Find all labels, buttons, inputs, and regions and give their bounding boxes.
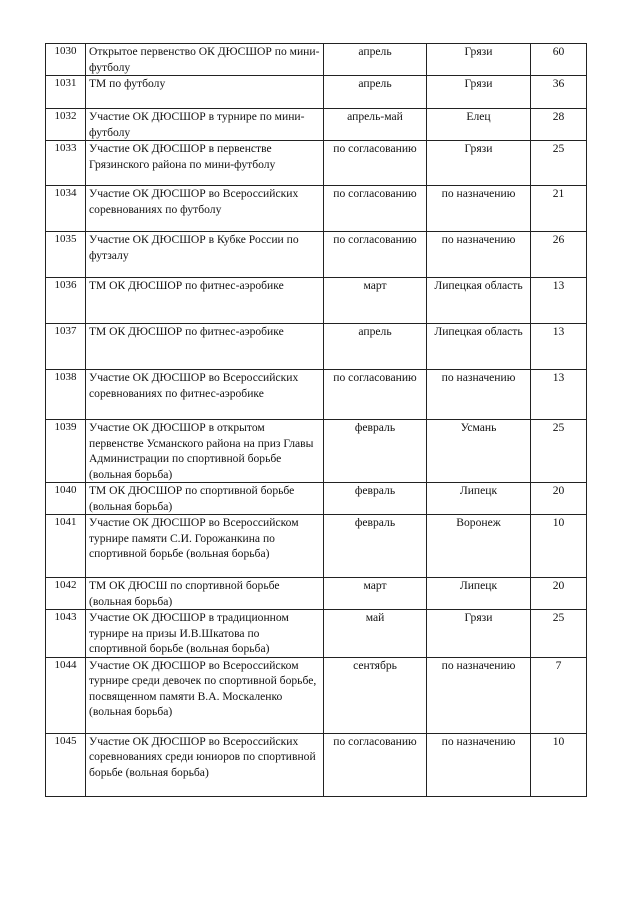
event-name: Участие ОК ДЮСШОР в первенстве Грязинского района по мини-футболу: [86, 141, 324, 186]
event-date: апрель: [324, 44, 427, 76]
row-number: 1042: [46, 578, 86, 610]
event-place: по назначению: [427, 657, 531, 733]
event-date: сентябрь: [324, 657, 427, 733]
row-number: 1041: [46, 515, 86, 578]
row-number: 1043: [46, 610, 86, 658]
event-name: Участие ОК ДЮСШОР во Всероссийском турнире памяти С.И. Горожанкина по спортивной борьбе (вольная борьба): [86, 515, 324, 578]
event-place: Липецк: [427, 578, 531, 610]
event-date: май: [324, 610, 427, 658]
event-name: ТМ по футболу: [86, 76, 324, 109]
event-name: ТМ ОК ДЮСШОР по фитнес-аэробике: [86, 278, 324, 324]
event-date: по согласованию: [324, 370, 427, 420]
participant-count: 60: [531, 44, 587, 76]
table-row: [46, 370, 587, 420]
participant-count: 13: [531, 370, 587, 420]
event-date: апрель: [324, 76, 427, 109]
event-place: Воронеж: [427, 515, 531, 578]
event-place: Грязи: [427, 141, 531, 186]
table-row: [46, 733, 587, 796]
participant-count: 28: [531, 109, 587, 141]
event-name: Участие ОК ДЮСШОР во Всероссийских соревнованиях по фитнес-аэробике: [86, 370, 324, 420]
event-name: Участие ОК ДЮСШОР во Всероссийских соревнованиях среди юниоров по спортивной борьбе (вольная борьба): [86, 733, 324, 796]
row-number: 1038: [46, 370, 86, 420]
event-name: Участие ОК ДЮСШОР в открытом первенстве Усманского района на приз Главы Администрации по спортивной борьбе (вольная борьба): [86, 420, 324, 483]
event-name: Участие ОК ДЮСШОР в традиционном турнире на призы И.В.Шкатова по спортивной борьбе (вольная борьба): [86, 610, 324, 658]
event-date: по согласованию: [324, 232, 427, 278]
table-row: [46, 232, 587, 278]
event-place: Липецк: [427, 483, 531, 515]
event-place: Грязи: [427, 44, 531, 76]
participant-count: 26: [531, 232, 587, 278]
row-number: 1045: [46, 733, 86, 796]
participant-count: 13: [531, 324, 587, 370]
event-date: по согласованию: [324, 733, 427, 796]
participant-count: 13: [531, 278, 587, 324]
row-number: 1044: [46, 657, 86, 733]
table-row: [46, 578, 587, 610]
row-number: 1032: [46, 109, 86, 141]
table-row: [46, 186, 587, 232]
table-row: [46, 420, 587, 483]
participant-count: 25: [531, 141, 587, 186]
event-date: март: [324, 278, 427, 324]
row-number: 1034: [46, 186, 86, 232]
event-place: Липецкая область: [427, 324, 531, 370]
table-row: [46, 141, 587, 186]
event-date: февраль: [324, 515, 427, 578]
event-date: февраль: [324, 420, 427, 483]
event-date: февраль: [324, 483, 427, 515]
table-row: [46, 109, 587, 141]
event-place: по назначению: [427, 186, 531, 232]
row-number: 1030: [46, 44, 86, 76]
event-name: ТМ ОК ДЮСШ по спортивной борьбе (вольная борьба): [86, 578, 324, 610]
event-date: март: [324, 578, 427, 610]
row-number: 1037: [46, 324, 86, 370]
event-date: по согласованию: [324, 141, 427, 186]
event-table-container: [45, 43, 587, 797]
participant-count: 20: [531, 483, 587, 515]
event-date: по согласованию: [324, 186, 427, 232]
participant-count: 36: [531, 76, 587, 109]
event-name: Участие ОК ДЮСШОР в турнире по мини-футболу: [86, 109, 324, 141]
table-row: [46, 324, 587, 370]
event-date: апрель-май: [324, 109, 427, 141]
table-row: [46, 610, 587, 658]
event-place: по назначению: [427, 733, 531, 796]
event-table: [45, 43, 587, 797]
event-name: ТМ ОК ДЮСШОР по спортивной борьбе (вольная борьба): [86, 483, 324, 515]
participant-count: 10: [531, 733, 587, 796]
table-row: [46, 657, 587, 733]
row-number: 1040: [46, 483, 86, 515]
participant-count: 7: [531, 657, 587, 733]
event-place: по назначению: [427, 370, 531, 420]
participant-count: 21: [531, 186, 587, 232]
participant-count: 20: [531, 578, 587, 610]
table-row: [46, 278, 587, 324]
row-number: 1031: [46, 76, 86, 109]
table-row: [46, 76, 587, 109]
row-number: 1039: [46, 420, 86, 483]
event-date: апрель: [324, 324, 427, 370]
participant-count: 25: [531, 610, 587, 658]
event-name: Открытое первенство ОК ДЮСШОР по мини-футболу: [86, 44, 324, 76]
event-place: Липецкая область: [427, 278, 531, 324]
participant-count: 10: [531, 515, 587, 578]
event-place: Усмань: [427, 420, 531, 483]
event-name: ТМ ОК ДЮСШОР по фитнес-аэробике: [86, 324, 324, 370]
event-name: Участие ОК ДЮСШОР во Всероссийском турнире среди девочек по спортивной борьбе, посвященном памяти В.А. Москаленко (вольная борьба): [86, 657, 324, 733]
event-name: Участие ОК ДЮСШОР во Всероссийских соревнованиях по футболу: [86, 186, 324, 232]
table-row: [46, 44, 587, 76]
participant-count: 25: [531, 420, 587, 483]
table-row: [46, 483, 587, 515]
event-table-body: [46, 44, 587, 797]
event-place: Елец: [427, 109, 531, 141]
row-number: 1036: [46, 278, 86, 324]
row-number: 1035: [46, 232, 86, 278]
event-place: Грязи: [427, 76, 531, 109]
event-place: по назначению: [427, 232, 531, 278]
table-row: [46, 515, 587, 578]
row-number: 1033: [46, 141, 86, 186]
event-place: Грязи: [427, 610, 531, 658]
event-name: Участие ОК ДЮСШОР в Кубке России по футзалу: [86, 232, 324, 278]
